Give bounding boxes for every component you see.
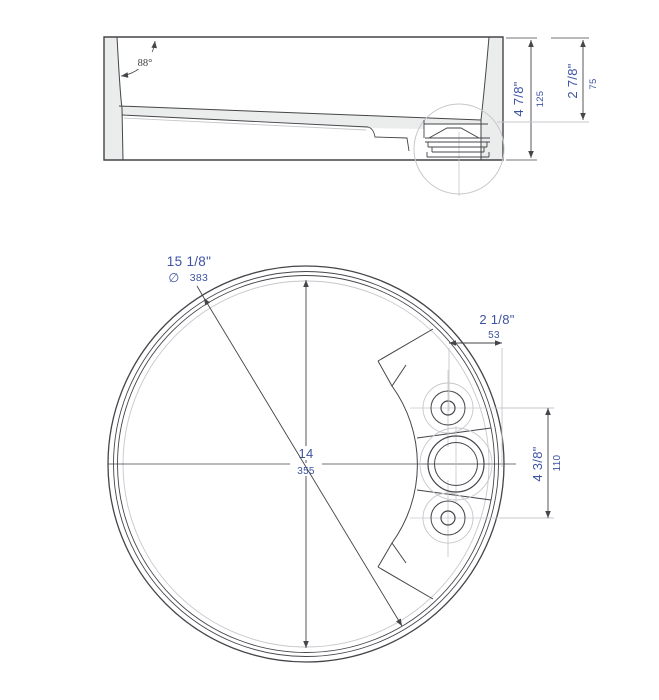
drain-cover-hump	[429, 128, 479, 138]
left-wall	[104, 37, 123, 160]
drain-assembly	[424, 120, 490, 157]
drain-base-flange	[427, 152, 489, 157]
bowl-diameter-imperial: 14	[298, 446, 314, 461]
deck-top-notch	[378, 361, 406, 386]
hole-offset-metric: 53	[488, 330, 500, 341]
bowl-depth-imperial: 2 7/8"	[565, 63, 580, 99]
bowl-diameter-metric: 355	[297, 466, 315, 477]
hole-offset-imperial: 2 1/8"	[479, 312, 515, 327]
outer-diameter-imperial: 15 1/8"	[166, 254, 212, 269]
deck-bottom-notch	[378, 543, 406, 567]
dim-outer-diameter	[167, 254, 402, 626]
dim-total-height	[506, 38, 546, 160]
ext-lines	[500, 408, 554, 518]
drain-step-1	[425, 142, 490, 147]
dim-hole-offset	[449, 312, 515, 467]
dim-hole-spacing	[500, 408, 563, 518]
top-view	[108, 254, 563, 662]
diameter-symbol-icon: ∅	[168, 271, 180, 285]
total-height-imperial: 4 7/8"	[511, 81, 526, 117]
total-height-metric: 125	[535, 90, 546, 108]
hole-spacing-metric: 110	[552, 454, 563, 472]
drain-step-2	[432, 147, 484, 152]
hole-spacing-imperial: 4 3/8"	[530, 446, 545, 482]
angle-dimension	[121, 41, 160, 76]
deck-inner-arc	[392, 386, 417, 543]
dim-line	[204, 298, 402, 626]
dim-bowl-diameter	[290, 280, 322, 648]
deck-bottom-edge	[378, 567, 433, 599]
deck-top-edge	[378, 329, 433, 361]
angle-label: 88°	[137, 58, 153, 69]
outer-diameter-metric: 383	[189, 272, 209, 284]
hole-centerlines	[410, 370, 505, 557]
section-view	[104, 37, 599, 196]
bowl-depth-metric: 75	[588, 78, 599, 90]
